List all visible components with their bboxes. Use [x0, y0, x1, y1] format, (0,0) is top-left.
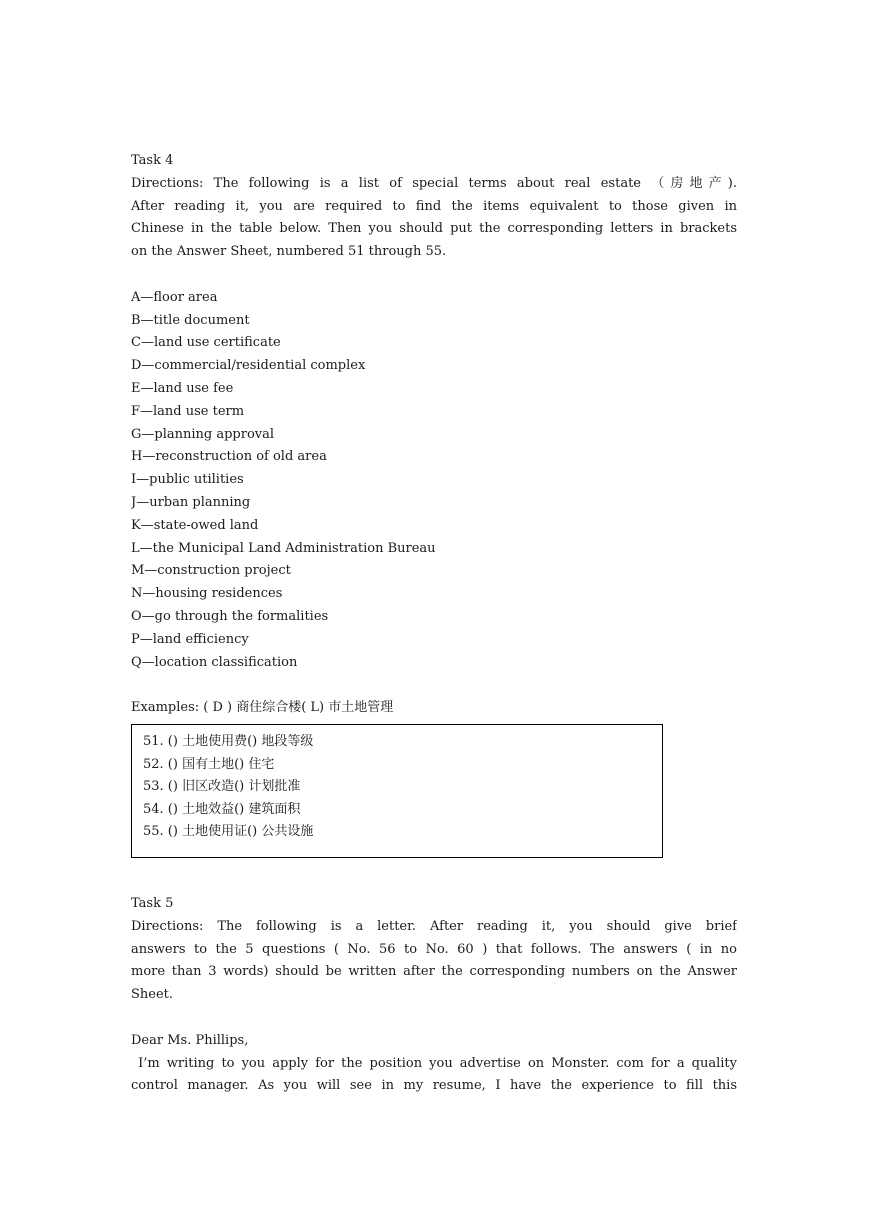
- letter-salutation: Dear Ms. Phillips,: [131, 1032, 249, 1048]
- term-item: B—title document: [131, 312, 250, 328]
- term-item: H—reconstruction of old area: [131, 449, 327, 465]
- task4-directions-line-1: Directions: The following is a list of special terms about real estate （房地产).: [131, 175, 737, 191]
- term-item: C—land use certificate: [131, 335, 281, 351]
- terms-list: [131, 287, 737, 675]
- questions-box: [131, 724, 663, 858]
- task4-directions-line-3: Chinese in the table below. Then you should put the corresponding letters in brackets: [131, 221, 737, 237]
- question-55: 55. () 土地使用证() 公共设施: [143, 824, 314, 840]
- term-item: A—floor area: [131, 289, 218, 305]
- task4-directions-line-4: on the Answer Sheet, numbered 51 through 55.: [131, 244, 447, 260]
- question-54: 54. () 土地效益() 建筑面积: [143, 801, 301, 817]
- letter-line-2: control manager. As you will see in my resume, I have the experience to fill this: [131, 1078, 737, 1094]
- term-item: P—land efficiency: [131, 631, 249, 647]
- term-item: L—the Municipal Land Administration Bureau: [131, 540, 436, 556]
- task5-directions-line-4: Sheet.: [131, 987, 174, 1003]
- term-item: M—construction project: [131, 563, 291, 579]
- term-item: E—land use fee: [131, 380, 234, 396]
- task4-title: Task 4: [131, 153, 174, 168]
- examples-line: Examples: ( D ) 商住综合楼( L) 市土地管理: [131, 700, 394, 716]
- term-item: N—housing residences: [131, 586, 283, 602]
- term-item: J—urban planning: [131, 494, 251, 510]
- term-item: I—public utilities: [131, 472, 244, 488]
- term-item: K—state-owed land: [131, 517, 259, 533]
- term-item: D—commercial/residential complex: [131, 358, 366, 374]
- term-item: Q—location classification: [131, 654, 298, 670]
- letter-line-1: I’m writing to you apply for the position you advertise on Monster. com for a quality: [131, 1055, 737, 1071]
- term-item: G—planning approval: [131, 426, 275, 442]
- task5-directions-line-1: Directions: The following is a letter. After reading it, you should give brief: [131, 918, 737, 934]
- task5-directions-line-2: answers to the 5 questions ( No. 56 to No. 60 ) that follows. The answers ( in no: [131, 941, 737, 957]
- term-item: O—go through the formalities: [131, 608, 329, 624]
- task5-directions-line-3: more than 3 words) should be written after the corresponding numbers on the Answer: [131, 964, 737, 980]
- question-53: 53. () 旧区改造() 计划批准: [143, 779, 301, 795]
- task4-directions-line-2: After reading it, you are required to find the items equivalent to those given in: [131, 198, 737, 214]
- question-52: 52. () 国有土地() 住宅: [143, 756, 275, 772]
- document-page: [131, 150, 737, 1098]
- term-item: F—land use term: [131, 403, 245, 419]
- task5-title: Task 5: [131, 895, 174, 911]
- question-51: 51. () 土地使用费() 地段等级: [143, 733, 314, 749]
